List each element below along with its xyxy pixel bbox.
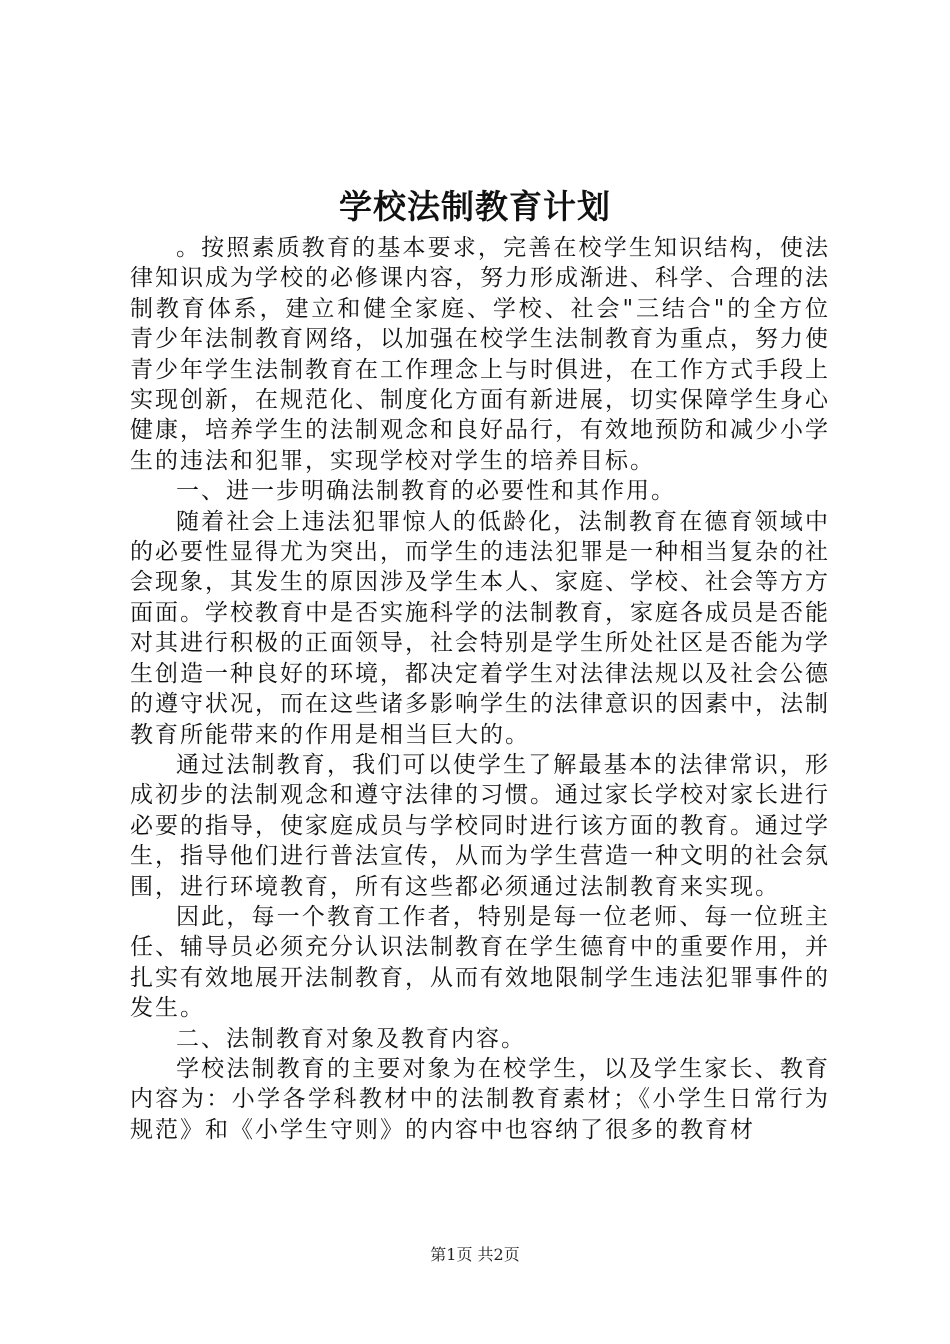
- body-paragraph-3: 因此，每一个教育工作者，特别是每一位老师、每一位班主任、辅导员必须充分认识法制教育在学生德育中的重要作用，并扎实有效地展开法制教育，从而有效地限制学生违法犯罪事件的发生。: [130, 903, 830, 1022]
- body-paragraph-2: 通过法制教育，我们可以使学生了解最基本的法律常识，形成初步的法制观念和遵守法律的习惯。通过家长学校对家长进行必要的指导，使家庭成员与学校同时进行该方面的教育。通过学生，指导他们进行普法宣传，从而为学生营造一种文明的社会氛围，进行环境教育，所有这些都必须通过法制教育来实现。: [130, 751, 830, 900]
- section-heading-2: 二、法制教育对象及教育内容。: [176, 1025, 526, 1052]
- intro-paragraph: 。按照素质教育的基本要求，完善在校学生知识结构，使法律知识成为学校的必修课内容，努力形成渐进、科学、合理的法制教育体系，建立和健全家庭、学校、社会"三结合"的全方位青少年法制教育网络，以加强在校学生法制教育为重点，努力使青少年学生法制教育在工作理念上与时俱进，在工作方式手段上实现创新，在规范化、制度化方面有新进展，切实保障学生身心健康，培养学生的法制观念和良好品行，有效地预防和减少小学生的违法和犯罪，实现学校对学生的培养目标。: [130, 235, 830, 474]
- page-number-footer: 第1页 共2页: [430, 1245, 520, 1264]
- section-heading-1: 一、进一步明确法制教育的必要性和其作用。: [176, 478, 676, 505]
- document-title: 学校法制教育计划: [339, 187, 611, 226]
- body-paragraph-4: 学校法制教育的主要对象为在校学生，以及学生家长、教育内容为：小学各学科教材中的法制教育素材；《小学生日常行为规范》和《小学生守则》的内容中也容纳了很多的教育材: [130, 1055, 830, 1143]
- body-paragraph-1: 随着社会上违法犯罪惊人的低龄化，法制教育在德育领域中的必要性显得尤为突出，而学生的违法犯罪是一种相当复杂的社会现象，其发生的原因涉及学生本人、家庭、学校、社会等方方面面。学校教育中是否实施科学的法制教育，家庭各成员是否能对其进行积极的正面领导，社会特别是学生所处社区是否能为学生创造一种良好的环境，都决定着学生对法律法规以及社会公德的遵守状况，而在这些诸多影响学生的法律意识的因素中，法制教育所能带来的作用是相当巨大的。: [130, 508, 830, 748]
- document-body: [130, 233, 830, 1145]
